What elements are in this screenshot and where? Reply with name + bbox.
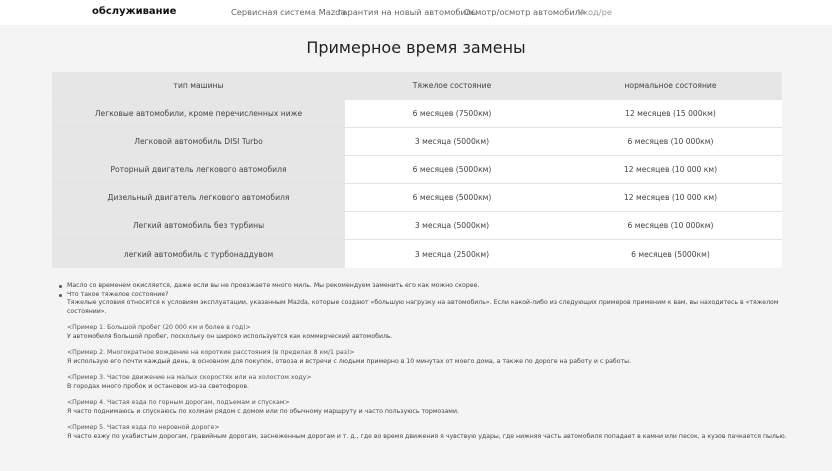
severe-interval-cell: 3 месяца (2500км) (345, 240, 559, 268)
normal-interval-cell: 6 месяцев (5000км) (559, 240, 782, 268)
severe-interval-cell: 3 месяца (5000км) (345, 128, 559, 155)
replacement-time-table (52, 72, 782, 268)
notes-section (58, 282, 798, 441)
example-block (67, 349, 798, 366)
header-normal-condition: нормальное состояние (559, 72, 782, 99)
severe-interval-cell: 3 месяца (5000км) (345, 212, 559, 239)
severe-interval-cell: 6 месяцев (5000км) (345, 184, 559, 211)
header-severe-condition: Тяжелое состояние (345, 72, 559, 99)
car-type-cell: Легковые автомобили, кроме перечисленных ниже (52, 100, 345, 127)
severe-conditions-description: Тяжелые условия относятся к условиям эксплуатации, указанным Mazda, которые создают «большую нагрузку на автомобиль». Если какой-либо из следующих примеров применим к вам, вы находитесь в «тяжелом состоянии». (67, 299, 779, 315)
header-car-type: тип машины (52, 72, 345, 99)
brand-title: обслуживание (92, 6, 177, 17)
car-type-cell: Легковой автомобиль DISI Turbo (52, 128, 345, 155)
car-type-cell: Роторный двигатель легкового автомобиля (52, 156, 345, 183)
example-title: <Пример 4. Частая езда по горным дорогам, подъемам и спускам> (67, 399, 290, 406)
example-title: <Пример 1. Большой пробег (20 000 км и более в год)> (67, 324, 251, 331)
table-row (52, 184, 782, 212)
normal-interval-cell: 12 месяцев (10 000 км) (559, 156, 782, 183)
top-navigation-bar (0, 0, 832, 25)
table-header-row (52, 72, 782, 100)
example-title: <Пример 2. Многократное вождение на короткие расстояния (в пределах 8 км/1 раз)> (67, 349, 355, 356)
table-row (52, 240, 782, 268)
note-severe-conditions-title: Что такое тяжелое состояние? (58, 291, 798, 300)
nav-item-service-system[interactable]: Сервисная система Mazda (231, 7, 346, 17)
table-row (52, 156, 782, 184)
example-text: Я часто езжу по ухабистым дорогам, гравийным дорогам, заснеженным дорогам и т. д., где во время движения я чувствую удары, где нижняя часть автомобиля попадает в камни или песок, а кузов пачкается пылью. (67, 432, 787, 440)
example-text: У автомобиля большой пробег, поскольку он широко используется как коммерческий автомобиль. (67, 332, 393, 340)
normal-interval-cell: 12 месяцев (15 000км) (559, 100, 782, 127)
example-text: Я использую его почти каждый день, в основном для покупок, отвоза и встречи с людьми примерно в 10 минутах от моего дома, а также по дороге на работу и с работы. (67, 357, 631, 365)
severe-interval-cell: 6 месяцев (5000км) (345, 156, 559, 183)
example-block (67, 399, 798, 416)
nav-item-inspection[interactable]: Осмотр/осмотр автомобиля (464, 7, 586, 17)
example-text: Я часто поднимаюсь и спускаюсь по холмам рядом с домом или по обычному маршруту и часто пользуюсь тормозами. (67, 407, 459, 415)
nav-item-new-car-warranty[interactable]: гарантия на новый автомобиль (338, 7, 477, 17)
nav-item-care[interactable]: Уход/ре (578, 7, 612, 17)
car-type-cell: Дизельный двигатель легкового автомобиля (52, 184, 345, 211)
normal-interval-cell: 6 месяцев (10 000км) (559, 212, 782, 239)
note-oxidation: Масло со временем окисляется, даже если вы не проезжаете много миль. Мы рекомендуем заменить его как можно скорее. (58, 282, 798, 291)
car-type-cell: Легкий автомобиль без турбины (52, 212, 345, 239)
example-title: <Пример 3. Частое движение на малых скоростях или на холостом ходу> (67, 374, 312, 381)
page-title: Примерное время замены (306, 38, 526, 57)
table-row (52, 128, 782, 156)
example-block (67, 324, 798, 341)
table-row (52, 212, 782, 240)
example-text: В городах много пробок и остановок из-за светофоров. (67, 382, 250, 390)
severe-interval-cell: 6 месяцев (7500км) (345, 100, 559, 127)
example-title: <Пример 5. Частая езда по неровной дороге> (67, 424, 220, 431)
normal-interval-cell: 6 месяцев (10 000км) (559, 128, 782, 155)
table-row (52, 100, 782, 128)
main-nav (0, 7, 832, 21)
normal-interval-cell: 12 месяцев (10 000 км) (559, 184, 782, 211)
example-block (67, 374, 798, 391)
car-type-cell: легкий автомобиль с турбонаддувом (52, 240, 345, 268)
example-block (67, 424, 798, 441)
